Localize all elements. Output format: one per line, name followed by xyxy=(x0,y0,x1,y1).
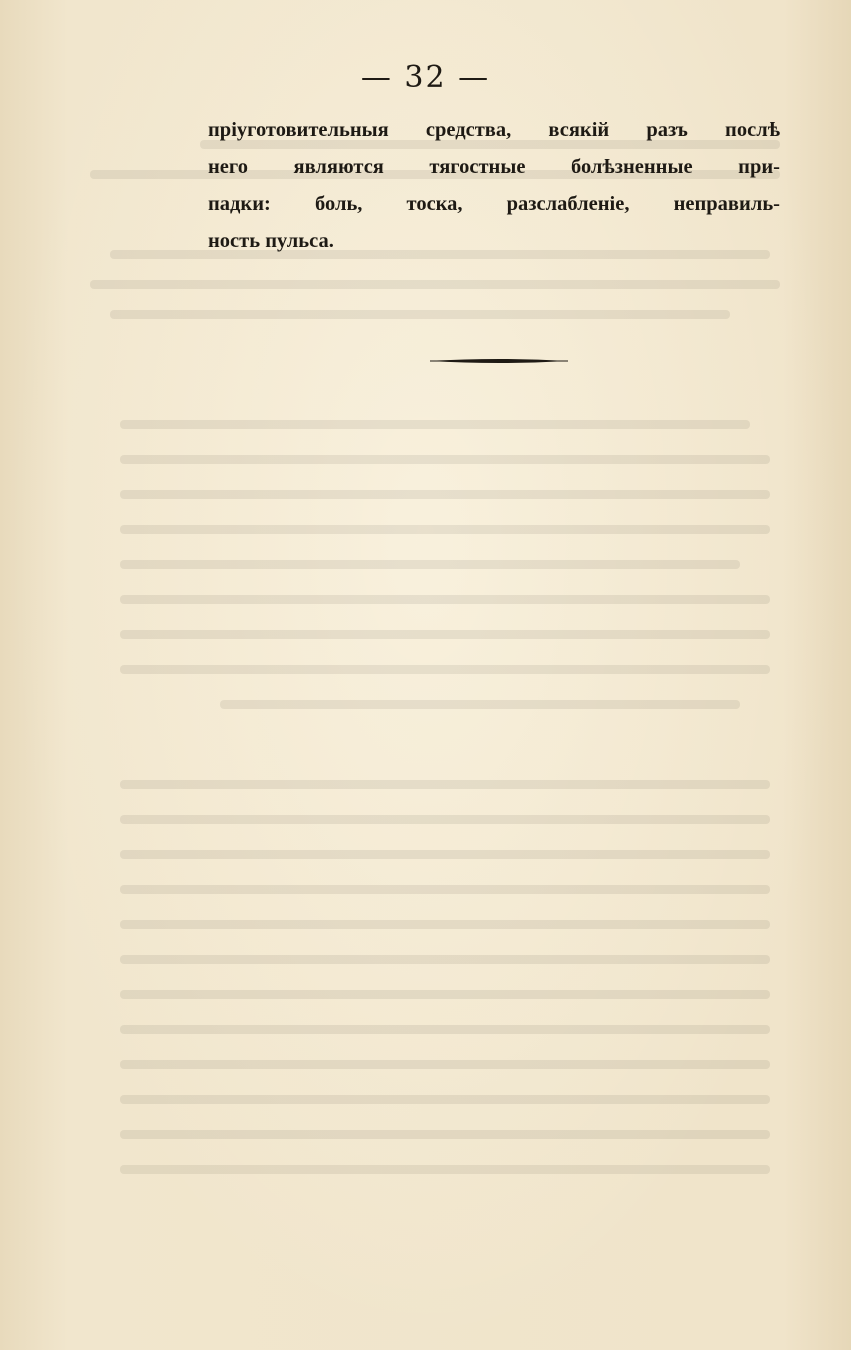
ghost-line xyxy=(120,850,770,859)
ghost-line xyxy=(120,1025,770,1034)
ghost-line xyxy=(120,630,770,639)
ghost-line xyxy=(120,490,770,499)
ghost-line xyxy=(120,560,740,569)
ghost-line xyxy=(220,700,740,709)
ghost-line xyxy=(120,1095,770,1104)
ghost-line xyxy=(120,665,770,674)
ghost-line xyxy=(120,955,770,964)
ghost-line xyxy=(120,780,770,789)
ghost-line xyxy=(120,1130,770,1139)
ghost-line xyxy=(120,455,770,464)
section-divider xyxy=(428,356,570,366)
ghost-line xyxy=(120,420,750,429)
ghost-line xyxy=(120,885,770,894)
ghost-line xyxy=(120,1060,770,1069)
paragraph xyxy=(208,112,780,260)
text-line: падки: боль, тоска, разслабленiе, неправиль- xyxy=(208,193,780,215)
text-line: него являются тягостные болѣзненные при- xyxy=(208,156,780,178)
ghost-line xyxy=(110,310,730,319)
ghost-line xyxy=(120,815,770,824)
ghost-line xyxy=(120,1165,770,1174)
text-line: прiуготовительныя средства, всякiй разъ послѣ xyxy=(208,119,780,141)
ghost-line xyxy=(120,920,770,929)
ghost-line xyxy=(120,525,770,534)
ghost-line xyxy=(90,280,780,289)
show-through-text xyxy=(80,100,800,1200)
page-number: — 32 — xyxy=(360,60,491,95)
text-line: ность пульса. xyxy=(208,230,334,252)
ghost-line xyxy=(120,595,770,604)
ghost-line xyxy=(120,990,770,999)
